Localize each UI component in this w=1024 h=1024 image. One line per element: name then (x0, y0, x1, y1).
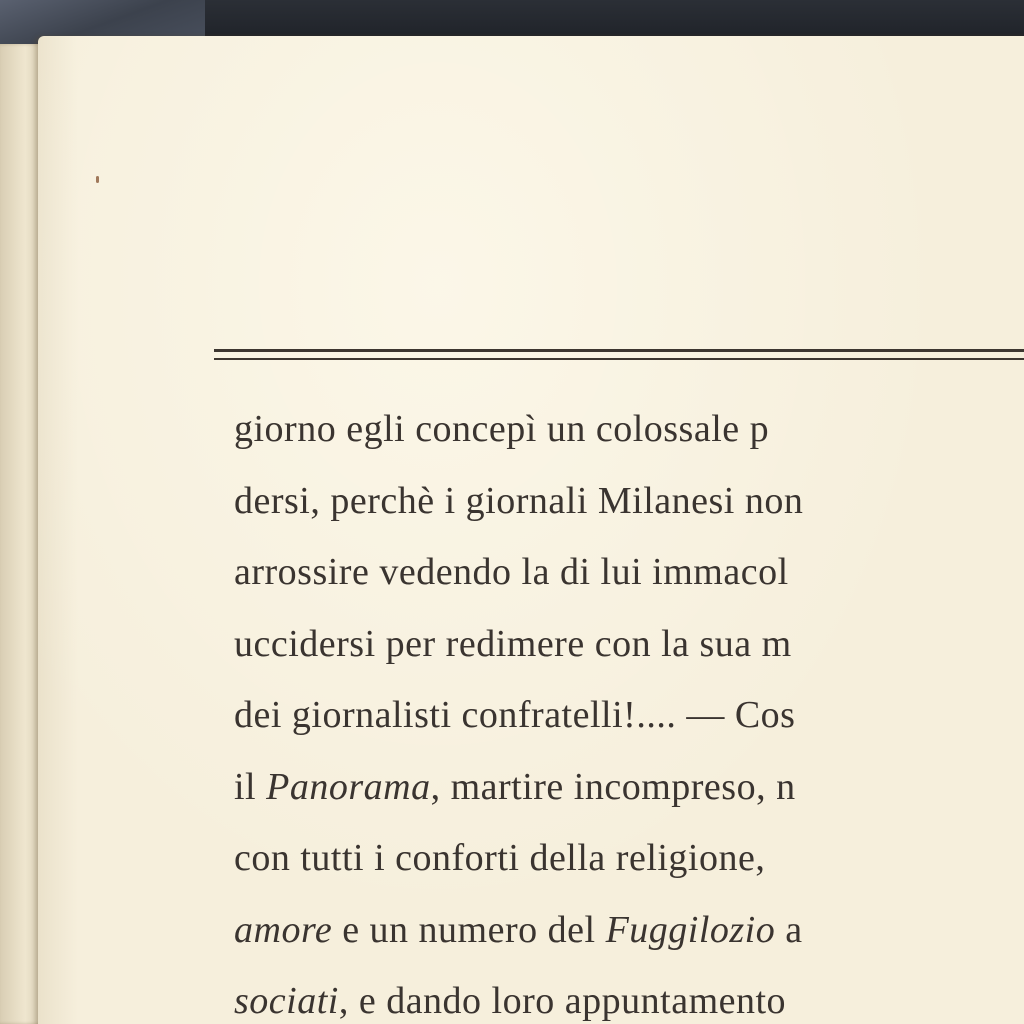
text-segment: giorno egli concepì un colossale p (234, 410, 770, 450)
page-text (234, 410, 1024, 1024)
header-rule-thin (214, 358, 1024, 360)
text-line (234, 908, 803, 951)
italic-text-segment: Fuggilozio (605, 908, 776, 951)
text-segment: e un numero del (332, 908, 606, 951)
text-segment: uccidersi per redimere con la sua m (234, 622, 792, 665)
text-line (234, 696, 795, 734)
previous-page-edge (0, 44, 42, 1024)
text-line (234, 622, 792, 665)
text-segment: a (775, 908, 803, 951)
text-segment: , e dando loro appuntamento (338, 980, 787, 1022)
text-line (234, 410, 769, 448)
paper-speck (96, 176, 99, 183)
text-line (234, 553, 789, 591)
text-segment: con tutti i conforti della religione, (234, 837, 766, 879)
italic-text-segment: sociati (234, 980, 339, 1022)
book-page (38, 36, 1024, 1024)
text-line (234, 982, 786, 1020)
text-segment: dersi, perchè i giornali Milanesi non (234, 479, 804, 522)
header-rule-thick (214, 349, 1024, 352)
text-segment: , martire incompreso, n (430, 765, 796, 808)
text-segment: il (234, 765, 267, 808)
text-line (234, 765, 796, 808)
text-segment: arrossire vedendo la di lui immacol (234, 551, 789, 593)
text-line (234, 839, 765, 877)
italic-text-segment: amore (234, 908, 333, 951)
text-line (234, 479, 804, 522)
italic-text-segment: Panorama (266, 765, 431, 808)
text-segment: dei giornalisti confratelli!.... — Cos (234, 694, 796, 736)
